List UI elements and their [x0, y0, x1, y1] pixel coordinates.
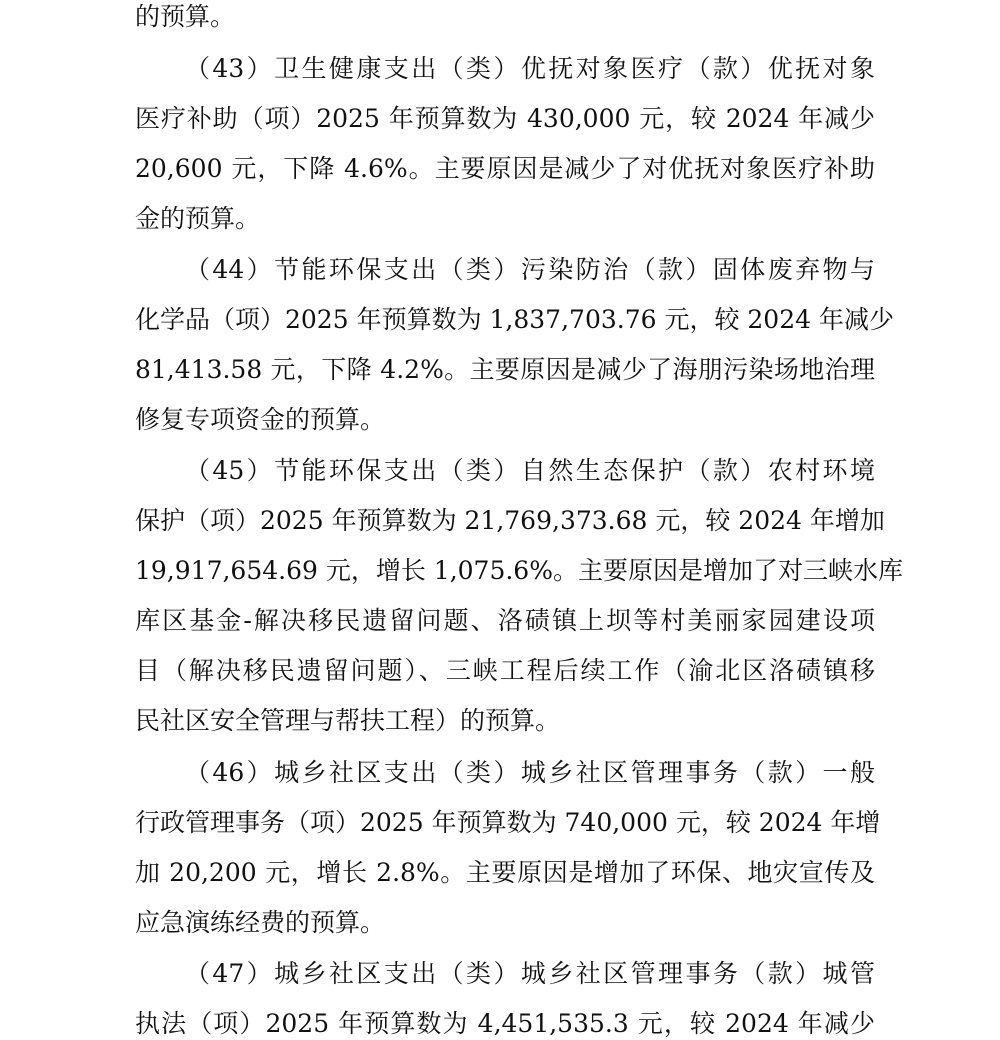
paragraph-heading-43: （43）卫生健康支出（类）优抚对象医疗（款）优抚对象	[185, 54, 875, 83]
text-line: 应急演练经费的预算。	[135, 908, 386, 937]
text-line: 保护（项）2025 年预算数为 21,769,373.68 元，较 2024 年增加	[135, 506, 885, 535]
text-line: 库区基金-解决移民遗留问题、洛碛镇上坝等村美丽家园建设项	[135, 606, 875, 635]
text-line: 目（解决移民遗留问题）、三峡工程后续工作（渝北区洛碛镇移	[135, 656, 875, 685]
text-line: 民社区安全管理与帮扶工程）的预算。	[135, 706, 561, 735]
paragraph-heading-44: （44）节能环保支出（类）污染防治（款）固体废弃物与	[185, 255, 875, 284]
text-line: 加 20,200 元，增长 2.8%。主要原因是增加了环保、地灾宣传及	[135, 858, 875, 887]
text-line: 医疗补助（项）2025 年预算数为 430,000 元，较 2024 年减少	[135, 104, 875, 133]
paragraph-heading-46: （46）城乡社区支出（类）城乡社区管理事务（款）一般	[185, 758, 875, 787]
text-line: 的预算。	[135, 2, 236, 31]
paragraph-heading-45: （45）节能环保支出（类）自然生态保护（款）农村环境	[185, 456, 875, 485]
text-line: 化学品（项）2025 年预算数为 1,837,703.76 元，较 2024 年减少	[135, 305, 894, 334]
text-line: 20,600 元，下降 4.6%。主要原因是减少了对优抚对象医疗补助	[135, 154, 875, 183]
text-line: 行政管理事务（项）2025 年预算数为 740,000 元，较 2024 年增	[135, 808, 881, 837]
text-line: 修复专项资金的预算。	[135, 405, 386, 434]
text-line: 执法（项）2025 年预算数为 4,451,535.3 元，较 2024 年减少	[135, 1009, 875, 1038]
text-line: 金的预算。	[135, 204, 261, 233]
text-line: 19,917,654.69 元，增长 1,075.6%。主要原因是增加了对三峡水库	[135, 556, 903, 585]
paragraph-heading-47: （47）城乡社区支出（类）城乡社区管理事务（款）城管	[185, 959, 875, 988]
text-line: 81,413.58 元，下降 4.2%。主要原因是减少了海朋污染场地治理	[135, 355, 875, 384]
